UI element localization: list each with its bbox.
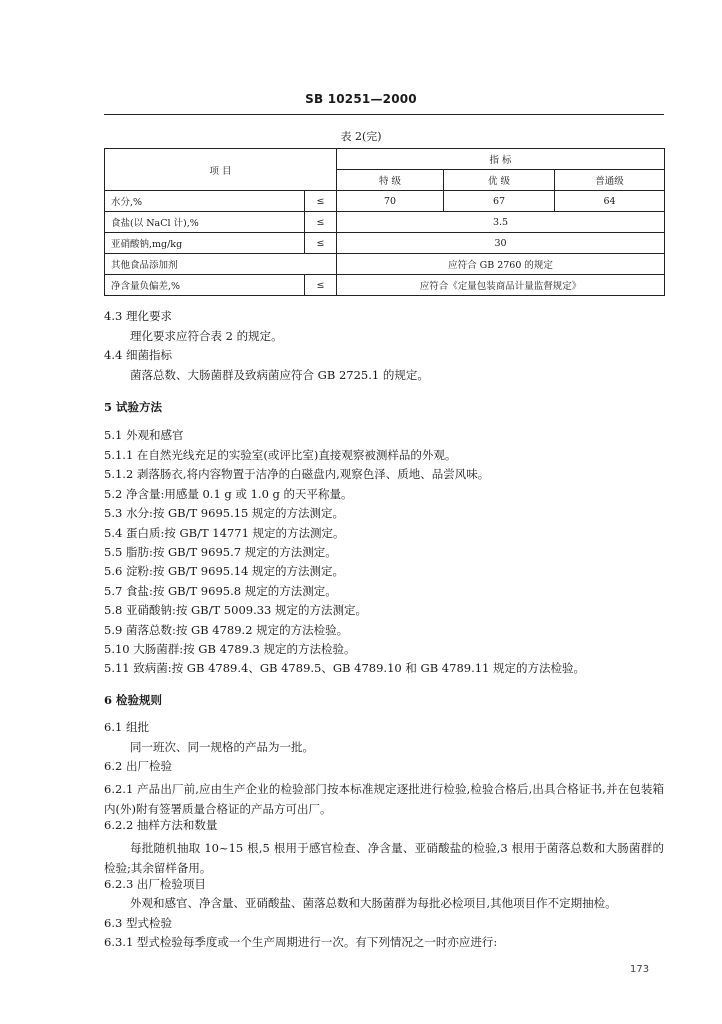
clause-6-2-1: 6.2.1 产品出厂前,应由生产企业的检验部门按本标准规定逐批进行检验,检验合格后,出具合格证书,并在包装箱内(外)附有签署质量合格证的产品方可出厂。 <box>104 782 664 816</box>
clause-6-3: 6.3 型式检验 <box>104 916 172 930</box>
row-value: 67 <box>444 191 555 212</box>
row-operator: ≤ <box>305 212 337 233</box>
clause-5-4: 5.4 蛋白质:按 GB/T 14771 规定的方法测定。 <box>104 526 345 540</box>
clause-4-4-text: 菌落总数、大肠菌群及致病菌应符合 GB 2725.1 的规定。 <box>130 368 429 382</box>
section-5-heading: 5 试验方法 <box>104 400 163 414</box>
table-row <box>105 212 665 233</box>
table-row <box>105 254 665 275</box>
clause-5-7: 5.7 食盐:按 GB/T 9695.8 规定的方法测定。 <box>104 584 337 598</box>
row-value: 64 <box>555 191 665 212</box>
row-value: 70 <box>337 191 444 212</box>
clause-5-6: 5.6 淀粉:按 GB/T 9695.14 规定的方法测定。 <box>104 564 345 578</box>
header-grade-special: 特 级 <box>337 170 444 191</box>
header-grade-superior: 优 级 <box>444 170 555 191</box>
row-operator: ≤ <box>305 275 337 296</box>
clause-4-3-heading: 4.3 理化要求 <box>104 309 172 323</box>
row-merged-value: 3.5 <box>337 212 665 233</box>
clause-6-3-1: 6.3.1 型式检验每季度或一个生产周期进行一次。有下列情况之一时亦应进行: <box>104 935 498 949</box>
clause-5-3: 5.3 水分:按 GB/T 9695.15 规定的方法测定。 <box>104 506 345 520</box>
header-indicator: 指 标 <box>337 149 665 170</box>
clause-5-10: 5.10 大肠菌群:按 GB 4789.3 规定的方法检验。 <box>104 642 356 656</box>
page-number: 173 <box>630 964 650 975</box>
clause-4-4-heading: 4.4 细菌指标 <box>104 348 172 362</box>
row-merged-value: 应符合 GB 2760 的规定 <box>337 254 665 275</box>
clause-6-2-2: 6.2.2 抽样方法和数量 <box>104 818 218 832</box>
row-operator: ≤ <box>305 191 337 212</box>
clause-6-2-2-text: 每批随机抽取 10~15 根,5 根用于感官检查、净含量、亚硝酸盐的检验,3 根用于菌落总数和大肠菌群的检验;其余留样备用。 <box>104 841 664 875</box>
clause-5-1: 5.1 外观和感官 <box>104 428 184 442</box>
specification-table <box>104 148 665 296</box>
clause-5-11: 5.11 致病菌:按 GB 4789.4、GB 4789.5、GB 4789.10 和 GB 4789.11 规定的方法检验。 <box>104 661 586 675</box>
header-rule <box>104 114 664 115</box>
row-operator: ≤ <box>305 233 337 254</box>
clause-6-2-3: 6.2.3 出厂检验项目 <box>104 877 206 891</box>
clause-5-5: 5.5 脂肪:按 GB/T 9695.7 规定的方法测定。 <box>104 545 337 559</box>
clause-4-3-text: 理化要求应符合表 2 的规定。 <box>130 329 283 343</box>
clause-6-1-text: 同一班次、同一规格的产品为一批。 <box>130 740 314 754</box>
row-item: 食盐(以 NaCl 计),% <box>105 212 305 233</box>
row-item: 亚硝酸钠,mg/kg <box>105 233 305 254</box>
table-row <box>105 233 665 254</box>
header-grade-ordinary: 普通级 <box>555 170 665 191</box>
row-item: 水分,% <box>105 191 305 212</box>
clause-6-1: 6.1 组批 <box>104 720 149 734</box>
table-row <box>105 275 665 296</box>
clause-5-9: 5.9 菌落总数:按 GB 4789.2 规定的方法检验。 <box>104 623 349 637</box>
clause-6-2: 6.2 出厂检验 <box>104 759 172 773</box>
row-merged-value: 30 <box>337 233 665 254</box>
clause-5-1-2: 5.1.2 剥落肠衣,将内容物置于洁净的白磁盘内,观察色泽、质地、品尝风味。 <box>104 467 490 481</box>
clause-6-2-3-text: 外观和感官、净含量、亚硝酸盐、菌落总数和大肠菌群为每批必检项目,其他项目作不定期抽检。 <box>130 896 617 910</box>
section-6-heading: 6 检验规则 <box>104 693 163 707</box>
clause-5-2: 5.2 净含量:用感量 0.1 g 或 1.0 g 的天平称量。 <box>104 487 353 501</box>
table-caption: 表 2(完) <box>340 130 382 143</box>
row-merged-value: 应符合《定量包装商品计量监督规定》 <box>337 275 665 296</box>
table-header-row-1 <box>105 149 665 170</box>
clause-5-1-1: 5.1.1 在自然光线充足的实验室(或评比室)直接观察被测样品的外观。 <box>104 448 457 462</box>
standard-code-header: SB 10251—2000 <box>305 92 417 106</box>
clause-5-8: 5.8 亚硝酸钠:按 GB/T 5009.33 规定的方法测定。 <box>104 603 368 617</box>
table-row <box>105 191 665 212</box>
row-item: 其他食品添加剂 <box>105 254 337 275</box>
header-item: 项 目 <box>105 149 337 191</box>
row-item: 净含量负偏差,% <box>105 275 305 296</box>
